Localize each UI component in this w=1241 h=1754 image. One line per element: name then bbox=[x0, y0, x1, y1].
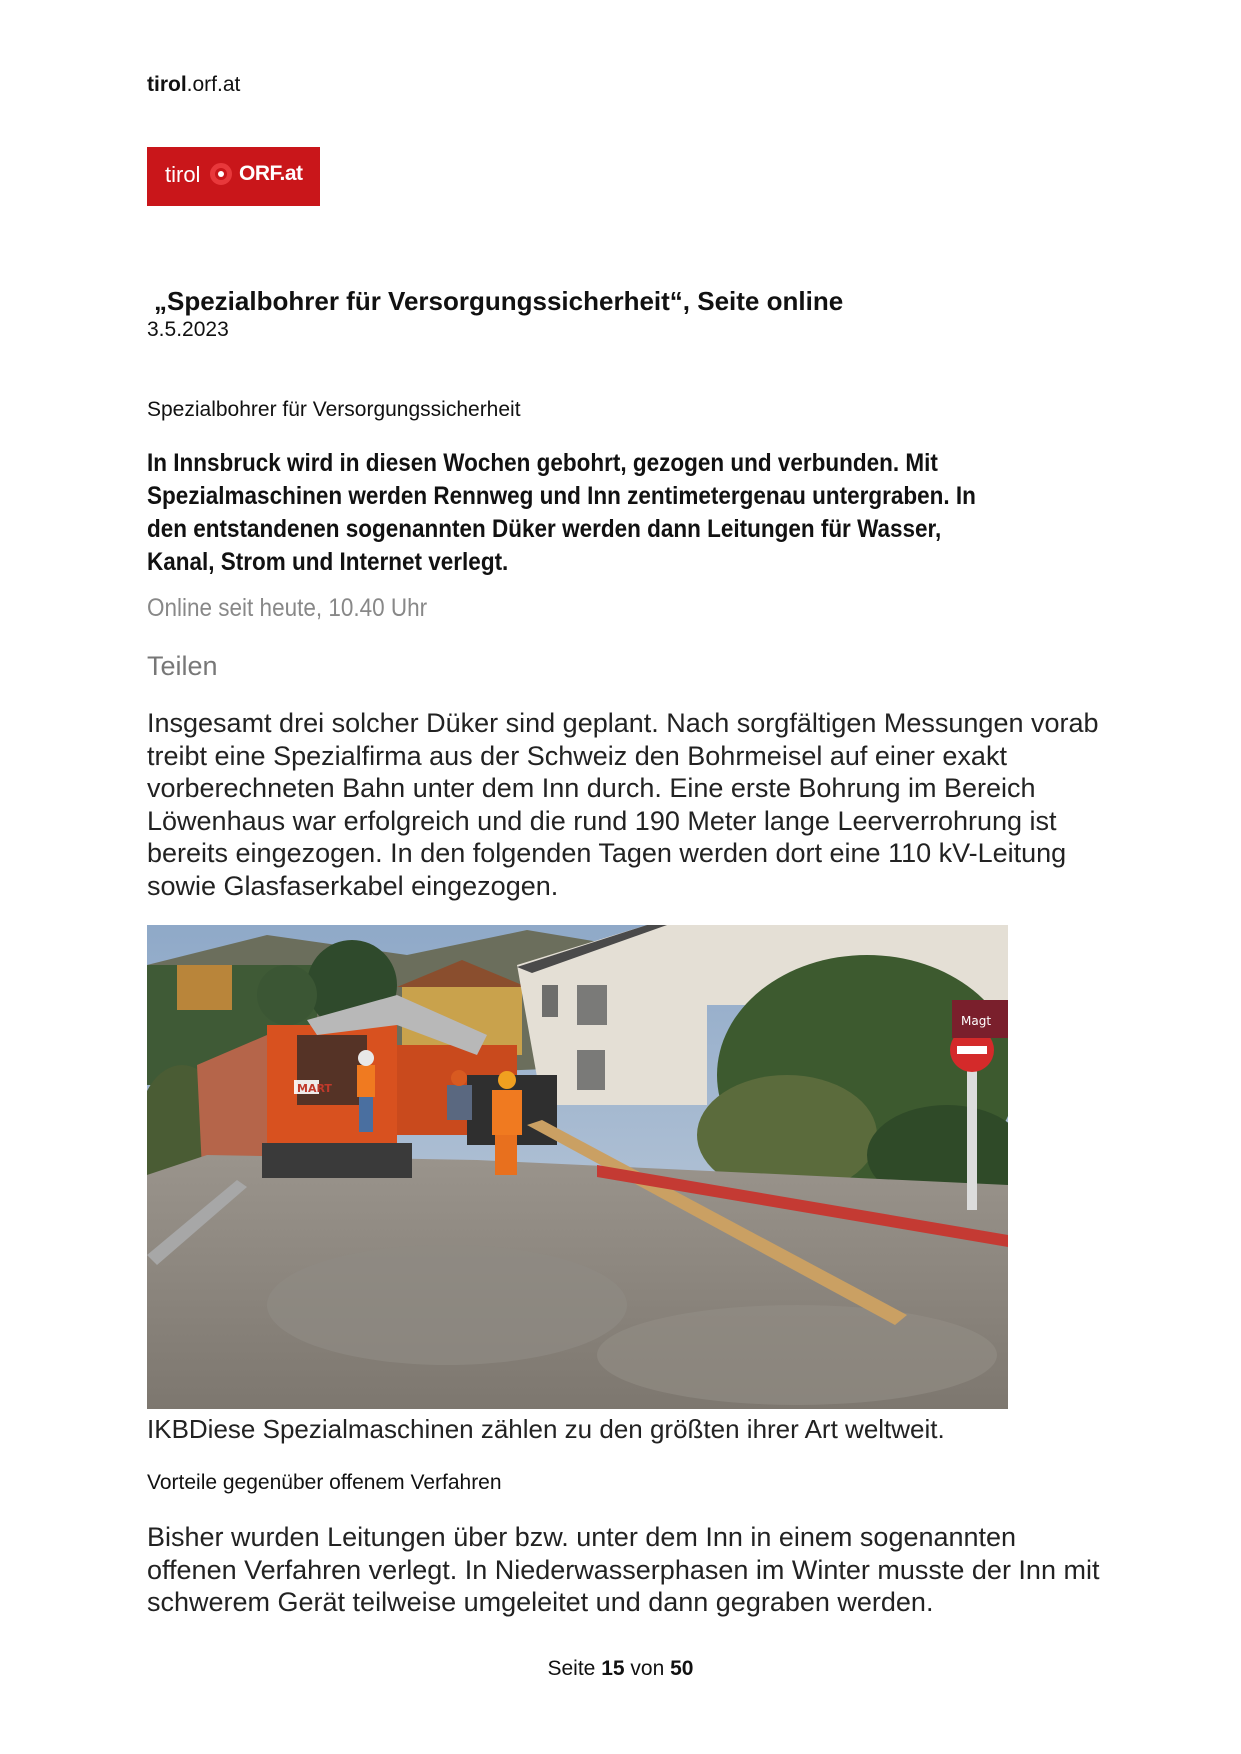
orf-ring-icon bbox=[210, 163, 232, 185]
photo-machine-label: MART bbox=[297, 1082, 332, 1095]
article-date: 3.5.2023 bbox=[147, 318, 229, 341]
article-subheading: Vorteile gegenüber offenem Verfahren bbox=[147, 1471, 502, 1494]
footer-middle: von bbox=[630, 1657, 665, 1680]
share-link[interactable]: Teilen bbox=[147, 651, 218, 681]
article-paragraph-1: Insgesamt drei solcher Düker sind geplant. Nach sorgfältigen Messungen vorab treibt eine Spezialfirma aus der Schweiz den Bohrmeisel auf einer exakt vorberechneten Bahn unter dem Inn durch. Eine erste Bohrung im Bereich Löwenhaus war erfolgreich und die rund 190 Meter lange Leerverrohrung ist bereits eingezogen. In den folgenden Tagen werden dort eine 110 kV-Leitung sowie Glasfaserkabel eingezogen. bbox=[147, 708, 1099, 901]
footer-prefix: Seite bbox=[547, 1657, 596, 1680]
article-headline: „Spezialbohrer für Versorgungssicherheit“, Seite online bbox=[154, 286, 844, 316]
photo-sign-text: Magt bbox=[961, 1014, 992, 1028]
article-lead: In Innsbruck wird in diesen Wochen gebohrt, gezogen und verbunden. Mit Spezialmaschinen werden Rennweg und Inn zentimetergenau untergraben. In den entstandenen sogenannten Düker werden dann Leitungen für Wasser, Kanal, Strom und Internet verlegt. bbox=[147, 449, 976, 576]
page-footer bbox=[0, 1657, 1241, 1681]
site-name: tirol.orf.at bbox=[147, 73, 241, 96]
construction-photo bbox=[147, 925, 1008, 1409]
logo-text-orf: ORF.at bbox=[239, 162, 303, 185]
logo-text-tirol: tirol bbox=[165, 162, 201, 187]
orf-tirol-logo[interactable] bbox=[147, 147, 320, 206]
photo-caption: IKBDiese Spezialmaschinen zählen zu den größten ihrer Art weltweit. bbox=[147, 1414, 945, 1444]
online-since: Online seit heute, 10.40 Uhr bbox=[147, 594, 428, 622]
article-kicker: Spezialbohrer für Versorgungssicherheit bbox=[147, 398, 521, 421]
footer-page-number: 15 bbox=[601, 1657, 625, 1680]
footer-total-pages: 50 bbox=[670, 1657, 694, 1680]
article-paragraph-2: Bisher wurden Leitungen über bzw. unter dem Inn in einem sogenannten offenen Verfahren verlegt. In Niederwasserphasen im Winter musste der Inn mit schwerem Gerät teilweise umgeleitet und dann gegraben werden. bbox=[147, 1522, 1100, 1617]
